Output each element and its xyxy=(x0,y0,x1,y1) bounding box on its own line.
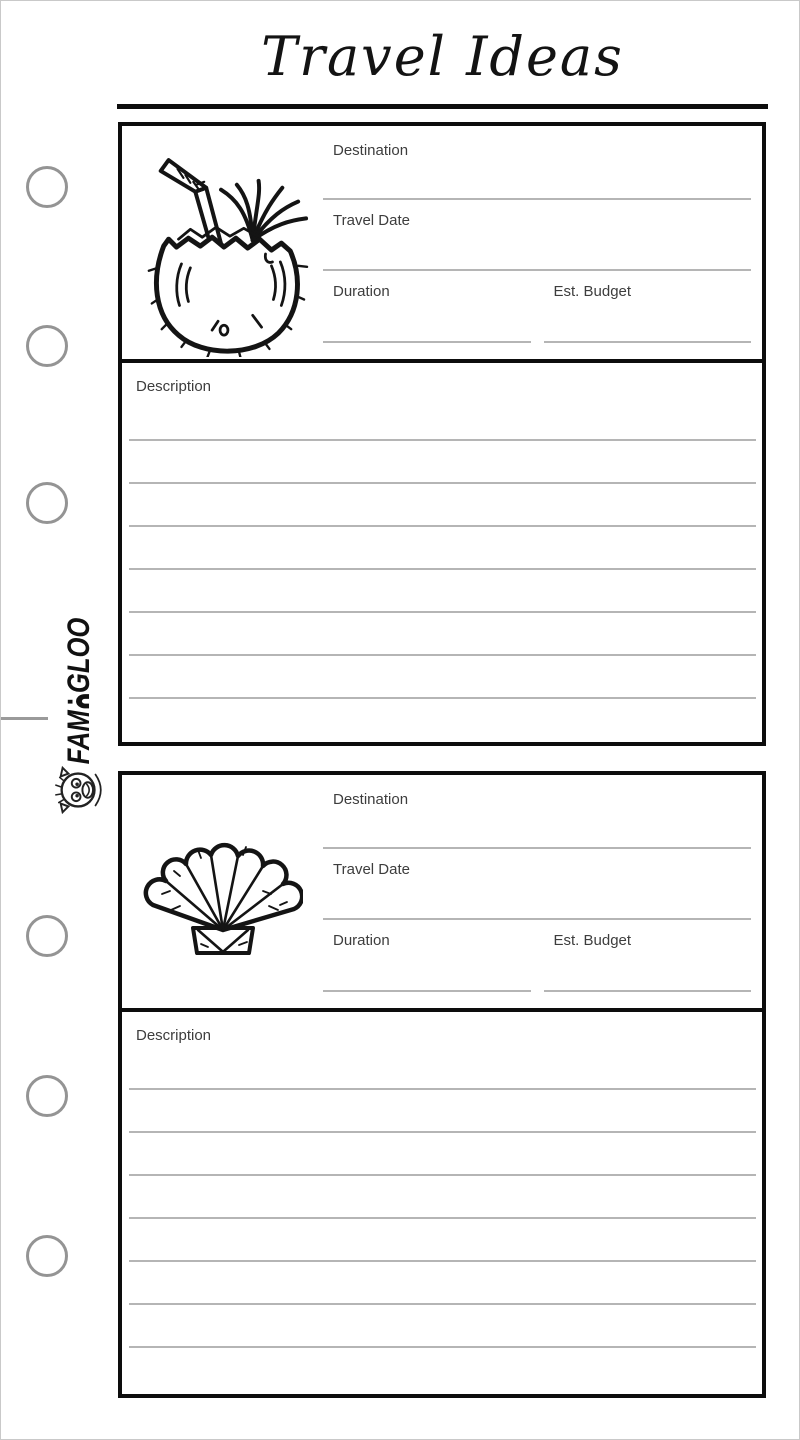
duration-field xyxy=(323,271,531,343)
punch-hole xyxy=(26,482,68,524)
travel-date-label: Travel Date xyxy=(333,212,410,229)
description-line xyxy=(129,1219,756,1262)
seashell-icon xyxy=(143,814,303,964)
punch-hole xyxy=(26,1235,68,1277)
description-line xyxy=(129,570,756,613)
travel-idea-card xyxy=(118,122,766,746)
est-budget-field xyxy=(544,920,752,992)
brand-prefix: FAM xyxy=(60,710,97,765)
description-lines xyxy=(129,1045,756,1348)
punch-hole xyxy=(26,1075,68,1117)
punch-hole xyxy=(26,166,68,208)
destination-label: Destination xyxy=(333,142,409,159)
description-line xyxy=(129,1305,756,1348)
destination-label: Destination xyxy=(333,791,409,808)
duration-field xyxy=(323,920,531,992)
card-header xyxy=(122,775,762,1012)
page-title: Travel Ideas xyxy=(261,25,624,88)
description-lines xyxy=(129,396,756,699)
description-line xyxy=(129,1262,756,1305)
famigloo-logo xyxy=(57,615,101,767)
duration-budget-row xyxy=(323,271,751,343)
duration-budget-row xyxy=(323,920,751,992)
card-illustration xyxy=(122,126,323,359)
igloo-icon xyxy=(76,694,89,708)
travel-date-field xyxy=(323,849,751,920)
travel-date-label: Travel Date xyxy=(333,861,410,878)
mascot-icon xyxy=(51,761,109,819)
igloo-dot xyxy=(68,700,73,704)
description-line xyxy=(129,613,756,656)
brand-suffix: GLOO xyxy=(60,617,97,694)
description-line xyxy=(129,527,756,570)
punch-hole xyxy=(26,915,68,957)
description-section xyxy=(122,363,762,699)
card-header xyxy=(122,126,762,363)
card-fields xyxy=(323,126,762,359)
header-rule xyxy=(117,104,768,109)
description-line xyxy=(129,396,756,441)
description-line xyxy=(129,441,756,484)
description-line xyxy=(129,484,756,527)
card-illustration xyxy=(122,775,323,1008)
est-budget-field xyxy=(544,271,752,343)
igloo-door xyxy=(82,699,89,704)
description-label: Description xyxy=(136,378,212,395)
destination-field xyxy=(323,126,751,200)
punch-hole xyxy=(26,325,68,367)
travel-date-field xyxy=(323,200,751,271)
destination-field xyxy=(323,775,751,849)
description-line xyxy=(129,1133,756,1176)
description-section xyxy=(122,1012,762,1348)
est-budget-label: Est. Budget xyxy=(553,932,632,949)
description-line xyxy=(129,1045,756,1090)
coconut-drink-icon xyxy=(134,151,312,357)
card-fields xyxy=(323,775,762,1008)
est-budget-label: Est. Budget xyxy=(553,283,632,300)
duration-label: Duration xyxy=(333,283,390,300)
description-line xyxy=(129,656,756,699)
travel-idea-card xyxy=(118,771,766,1398)
famigloo-logo-text xyxy=(61,618,98,765)
description-line xyxy=(129,1090,756,1133)
description-line xyxy=(129,1176,756,1219)
ruler-center-mark xyxy=(1,717,48,720)
duration-label: Duration xyxy=(333,932,390,949)
description-label: Description xyxy=(136,1027,212,1044)
